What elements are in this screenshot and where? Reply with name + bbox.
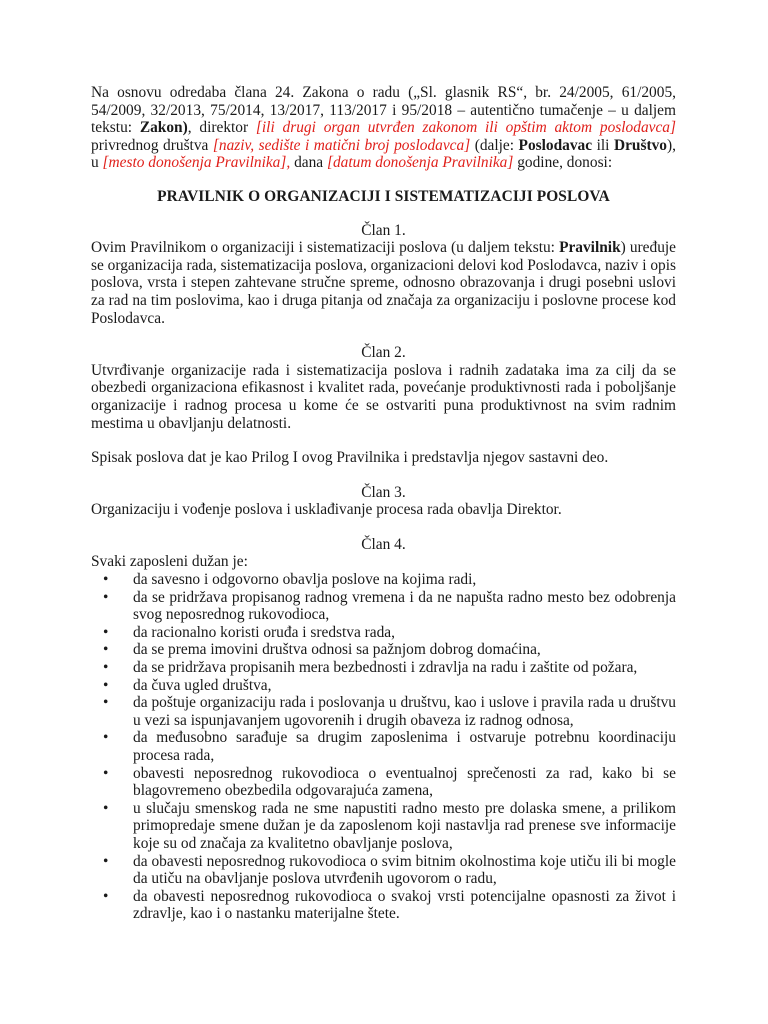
bullet-icon: •: [103, 623, 109, 641]
preamble-text-2: , direktor: [187, 119, 256, 137]
list-item: [91, 571, 676, 589]
list-item: [91, 659, 676, 677]
bullet-icon: •: [103, 852, 109, 870]
list-item-text: da međusobno sarađuje sa drugim zaposlenima i ostvaruje potrebnu koordinaciju procesa rada,: [133, 729, 676, 764]
preamble-text-3: privrednog društva: [91, 136, 213, 154]
placeholder-organ: [ili drugi organ utvrđen zakonom ili opštim aktom poslodavca]: [255, 119, 676, 137]
article-2-heading: Član 2.: [361, 344, 406, 362]
article-1-text-1: Ovim Pravilnikom o organizaciji i sistematizaciji poslova (u daljem tekstu:: [91, 239, 560, 257]
list-item-text: da se prema imovini društva odnosi sa pažnjom dobrog domaćina,: [133, 641, 541, 659]
preamble-text-5: ili: [592, 136, 614, 154]
preamble-text-8: godine, donosi:: [513, 154, 613, 172]
list-item-text: u slučaju smenskog rada ne sme napustiti radno mesto pre dolaska smene, a prilikom primopredaje smene dužan je da zaposlenom koji nastavlja rad prenese sve informacije koje su od značaja za kvalitetno obavljanje poslova,: [133, 799, 676, 852]
bullet-icon: •: [103, 729, 109, 747]
bullet-icon: •: [103, 887, 109, 905]
list-item-text: da čuva ugled društva,: [133, 676, 272, 694]
list-item-text: da obavesti neposrednog rukovodioca o svakoj vrsti potencijalne opasnosti za život i zdravlje, kao i o nastanku materijalne štete.: [133, 887, 676, 923]
article-2-paragraph-1: Utvrđivanje organizacije rada i sistematizacija poslova i radnih zadataka ima za cilj da se obezbedi organizaciona efikasnost i kvalitet rada, povećanje produktivnosti rada i poboljšanje organizacije i radnog procesa u kome će se ostvariti puna produktivnost na svim radnim mestima u obavljanju delatnosti.: [91, 361, 676, 432]
article-2-paragraph-2: Spisak poslova dat je kao Prilog I ovog Pravilnika i predstavlja njegov sastavni deo.: [91, 449, 609, 467]
drustvo-term: Društvo: [613, 136, 667, 154]
article-1-paragraph: [91, 239, 676, 327]
pravilnik-term: Pravilnik: [559, 239, 621, 257]
article-1-heading: Član 1.: [361, 221, 406, 239]
list-item-text: da racionalno koristi oruđa i sredstva rada,: [133, 623, 395, 641]
list-item: [91, 765, 676, 800]
list-item: [91, 624, 676, 642]
bullet-icon: •: [103, 694, 109, 712]
article-4-heading: Član 4.: [361, 535, 406, 553]
document-title: PRAVILNIK O ORGANIZACIJI I SISTEMATIZACIJI POSLOVA: [157, 187, 610, 205]
list-item: [91, 677, 676, 695]
list-item: [91, 589, 676, 624]
preamble-text-4: (dalje:: [470, 136, 519, 154]
list-item-text: da obavesti neposrednog rukovodioca o svim bitnim okolnostima koje utiču ili bi mogle da utiču na obavljanje poslova utvrđenih ugovorom o radu,: [133, 852, 676, 888]
preamble-text-6: ), u: [91, 136, 676, 172]
bullet-icon: •: [103, 641, 109, 659]
list-item: [91, 641, 676, 659]
list-item: [91, 694, 676, 729]
list-item: [91, 888, 676, 923]
duties-list: [91, 571, 676, 923]
article-1-text-2: ) uređuje se organizacija rada, sistematizacija poslova, organizacioni delovi kod Poslodavca, naziv i opis poslova, vrsta i stepen zahtevane stručne spreme, odnosno obrazovanja i drugi posebni uslovi za rad na tim poslovima, kao i druga pitanja od značaja za organizaciju i poslovne procese kod Poslodavca.: [91, 239, 677, 327]
preamble-text-1: Na osnovu odredaba člana 24. Zakona o radu („Sl. glasnik RS“, br. 24/2005, 61/2005, 54/2009, 32/2013, 75/2014, 13/2017, 113/2017 i 95/2018 – autentično tumačenje – u daljem tekstu:: [91, 84, 676, 137]
article-4-lead: Svaki zaposleni dužan je:: [91, 553, 248, 571]
poslodavac-term: Poslodavac: [518, 136, 593, 154]
list-item: [91, 800, 676, 853]
list-item-text: da se pridržava propisanih mera bezbednosti i zdravlja na radu i zaštite od požara,: [133, 659, 638, 677]
bullet-icon: •: [103, 659, 109, 677]
article-3-paragraph: Organizaciju i vođenje poslova i usklađivanje procesa rada obavlja Direktor.: [91, 501, 562, 519]
preamble-paragraph: [91, 84, 676, 172]
placeholder-place: [mesto donošenja Pravilnika],: [102, 154, 291, 172]
bullet-icon: •: [103, 676, 109, 694]
list-item: [91, 853, 676, 888]
list-item-text: da savesno i odgovorno obavlja poslove na kojima radi,: [133, 571, 477, 589]
preamble-text-7: dana: [290, 154, 327, 172]
bullet-icon: •: [103, 799, 109, 817]
bullet-icon: •: [103, 588, 109, 606]
list-item-text: da se pridržava propisanog radnog vremena i da ne napušta radno mesto bez odobrenja svog neposrednog rukovodioca,: [133, 588, 676, 624]
list-item-text: obavesti neposrednog rukovodioca o eventualnoj sprečenosti za rad, kako bi se blagovremeno obezbedila odgovarajuća zamena,: [133, 764, 676, 800]
zakon-term: Zakon): [139, 119, 188, 137]
bullet-icon: •: [103, 764, 109, 782]
list-item: [91, 729, 676, 764]
bullet-icon: •: [103, 571, 109, 589]
placeholder-company: [naziv, sedište i matični broj poslodavca]: [212, 136, 471, 154]
placeholder-date: [datum donošenja Pravilnika]: [326, 154, 514, 172]
list-item-text: da poštuje organizaciju rada i poslovanja u društvu, kao i uslove i pravila rada u društvu u vezi sa ispunjavanjem ugovorenih i drugih obaveza iz radnog odnosa,: [133, 694, 676, 729]
article-3-heading: Član 3.: [361, 483, 406, 501]
